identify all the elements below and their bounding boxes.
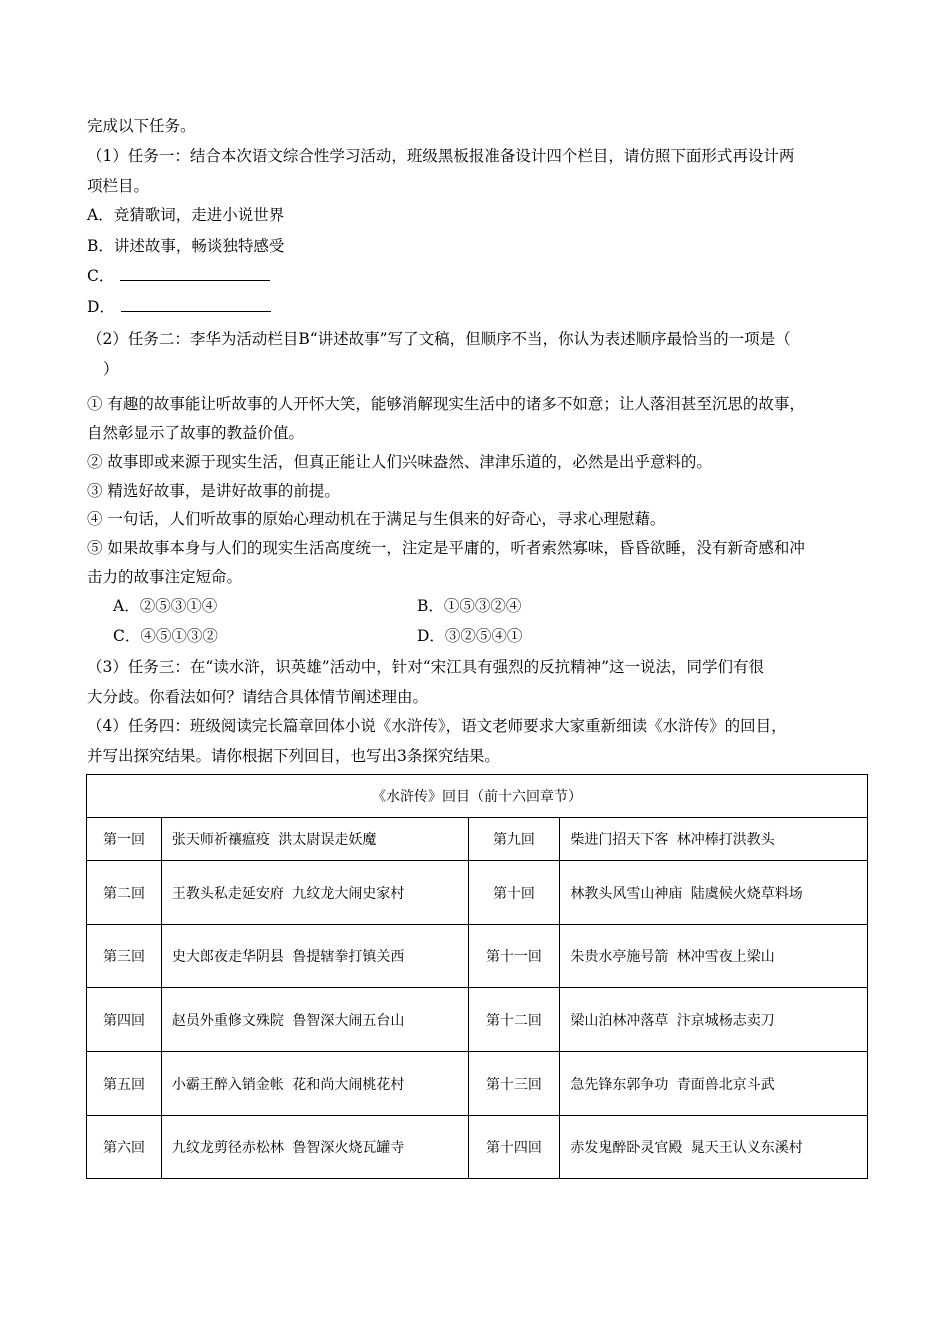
chapter-table <box>86 774 868 1179</box>
column-d-blank[interactable] <box>121 297 271 312</box>
intro-line: 完成以下任务。 <box>87 117 196 135</box>
table-caption: 《水浒传》回目（前十六回章节） <box>87 775 868 818</box>
table-row <box>87 818 868 861</box>
task1-line2: 项栏目。 <box>87 177 150 195</box>
sentence-4: ④ 一句话，人们听故事的原始心理动机在于满足与生俱来的好奇心，寻求心理慰藉。 <box>87 510 666 528</box>
chapter-number: 第六回 <box>87 1116 162 1179</box>
sentence-5-line2: 击力的故事注定短命。 <box>87 568 243 586</box>
chapter-number: 第九回 <box>468 818 560 861</box>
chapter-number: 第十二回 <box>468 988 560 1052</box>
chapter-title: 赵员外重修文殊院 鲁智深大闹五台山 <box>161 988 468 1052</box>
chapter-number: 第十一回 <box>468 925 560 988</box>
task3-line1: （3）任务三：在“读水浒，识英雄”活动中，针对“宋江具有强烈的反抗精神”这一说法，同学们有很 <box>87 658 765 676</box>
column-c-blank[interactable] <box>120 266 270 281</box>
table-row <box>87 861 868 925</box>
task4-line2: 并写出探究结果。请你根据下列回目，也写出3条探究结果。 <box>87 747 500 765</box>
chapter-number: 第四回 <box>87 988 162 1052</box>
chapter-title: 梁山泊林冲落草 汴京城杨志卖刀 <box>560 988 868 1052</box>
chapter-title: 小霸王醉入销金帐 花和尚大闹桃花村 <box>161 1052 468 1116</box>
chapter-number: 第二回 <box>87 861 162 925</box>
table-row <box>87 1052 868 1116</box>
chapter-number: 第五回 <box>87 1052 162 1116</box>
column-a: A．竞猜歌词，走进小说世界 <box>87 206 285 224</box>
chapter-number: 第十四回 <box>468 1116 560 1179</box>
table-row <box>87 988 868 1052</box>
task4-line1: （4）任务四：班级阅读完长篇章回体小说《水浒传》，语文老师要求大家重新细读《水浒传》的回目， <box>87 717 787 735</box>
option-b: B．①⑤③②④ <box>417 597 522 615</box>
sentence-2: ② 故事即或来源于现实生活，但真正能让人们兴味盎然、津津乐道的，必然是出乎意料的。 <box>87 453 712 471</box>
chapter-number: 第十三回 <box>468 1052 560 1116</box>
option-d: D．③②⑤④① <box>417 627 523 645</box>
table-row <box>87 925 868 988</box>
column-c-label: C． <box>87 267 115 285</box>
column-d <box>87 297 271 317</box>
option-c: C．④⑤①③② <box>113 627 218 645</box>
sentence-5-line1: ⑤ 如果故事本身与人们的现实生活高度统一，注定是平庸的，听者索然寡味，昏昏欲睡，没有新奇感和冲 <box>87 539 805 557</box>
chapter-title: 九纹龙剪径赤松林 鲁智深火烧瓦罐寺 <box>161 1116 468 1179</box>
chapter-number: 第一回 <box>87 818 162 861</box>
task2-line1: （2）任务二：李华为活动栏目B“讲述故事”写了文稿，但顺序不当，你认为表述顺序最恰当的一项是（ <box>87 330 791 348</box>
table-row <box>87 1116 868 1179</box>
chapter-title: 林教头风雪山神庙 陆虞候火烧草料场 <box>560 861 868 925</box>
chapter-title: 王教头私走延安府 九纹龙大闹史家村 <box>161 861 468 925</box>
chapter-title: 柴进门招天下客 林冲棒打洪教头 <box>560 818 868 861</box>
chapter-number: 第三回 <box>87 925 162 988</box>
chapter-title: 赤发鬼醉卧灵官殿 晁天王认义东溪村 <box>560 1116 868 1179</box>
chapter-title: 急先锋东郭争功 青面兽北京斗武 <box>560 1052 868 1116</box>
task2-line2: ） <box>103 360 119 378</box>
sentence-3: ③ 精选好故事，是讲好故事的前提。 <box>87 482 340 500</box>
chapter-title: 史大郎夜走华阴县 鲁提辖拳打镇关西 <box>161 925 468 988</box>
column-d-label: D． <box>87 298 115 316</box>
chapter-title: 朱贵水亭施号箭 林冲雪夜上梁山 <box>560 925 868 988</box>
chapter-number: 第十回 <box>468 861 560 925</box>
task3-line2: 大分歧。你看法如何？请结合具体情节阐述理由。 <box>87 688 429 706</box>
sentence-1-line2: 自然彰显示了故事的教益价值。 <box>87 424 305 442</box>
column-c <box>87 266 270 286</box>
option-a: A．②⑤③①④ <box>113 597 218 615</box>
sentence-1-line1: ① 有趣的故事能让听故事的人开怀大笑，能够消解现实生活中的诸多不如意；让人落泪甚至沉思的故事， <box>87 395 805 413</box>
column-b: B．讲述故事，畅谈独特感受 <box>87 237 285 255</box>
chapter-title: 张天师祈禳瘟疫 洪太尉误走妖魔 <box>161 818 468 861</box>
task1-line1: （1）任务一：结合本次语文综合性学习活动，班级黑板报准备设计四个栏目，请仿照下面形式再设计两 <box>87 147 795 165</box>
